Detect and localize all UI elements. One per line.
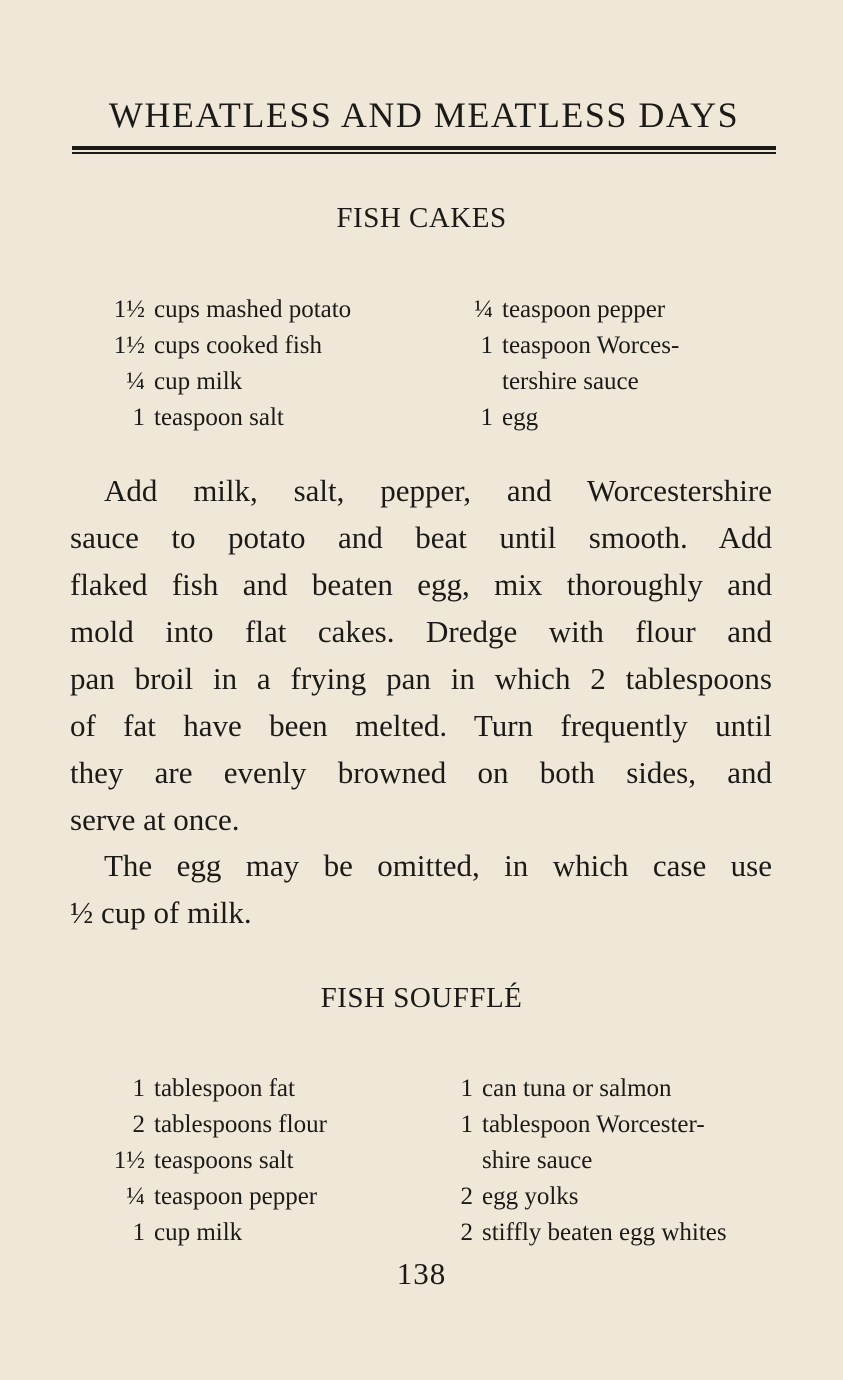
ingredient-qty: ¼	[126, 1183, 145, 1210]
text-line: mold into flat cakes. Dredge with flour and	[70, 614, 772, 649]
fish-cakes-directions	[70, 467, 772, 843]
fish-cakes-ingredients-left	[92, 292, 432, 436]
text-line: ½ cup of milk.	[70, 895, 252, 930]
header-rule-thin	[72, 152, 776, 154]
running-head: WHEATLESS AND MEATLESS DAYS	[108, 95, 740, 135]
fish-cakes-title: FISH CAKES	[336, 202, 507, 234]
ingredient-qty: 1	[132, 404, 145, 431]
ingredient-item: egg	[502, 404, 539, 431]
fish-cakes-note	[70, 842, 772, 936]
ingredient-qty: 1	[480, 332, 493, 359]
text-line: sauce to potato and beat until smooth. Add	[70, 520, 772, 555]
ingredient-row	[420, 1215, 780, 1251]
ingredient-row	[440, 292, 770, 328]
ingredient-item: teaspoon pepper	[154, 1183, 318, 1210]
header-rule-thick	[72, 146, 776, 150]
ingredient-qty: 1½	[113, 332, 145, 359]
ingredient-row	[92, 364, 432, 400]
ingredient-item: teaspoons salt	[154, 1147, 294, 1174]
ingredient-item: teaspoon Worces-	[502, 332, 680, 359]
ingredient-item: shire sauce	[482, 1147, 593, 1174]
text-line: serve at once.	[70, 802, 240, 837]
ingredient-qty: 1	[460, 1075, 473, 1102]
text-line: they are evenly browned on both sides, and	[70, 755, 772, 790]
ingredient-item: cups mashed potato	[154, 296, 352, 323]
page-number: 138	[396, 1256, 447, 1291]
ingredient-qty: ¼	[126, 368, 145, 395]
ingredient-item: egg yolks	[482, 1183, 579, 1210]
ingredient-item: tershire sauce	[502, 368, 639, 395]
ingredient-item: cups cooked fish	[154, 332, 323, 359]
ingredient-qty: 1	[132, 1075, 145, 1102]
ingredient-item: tablespoon Worcester-	[482, 1111, 705, 1138]
text-line: of fat have been melted. Turn frequently until	[70, 708, 772, 743]
ingredient-item: can tuna or salmon	[482, 1075, 672, 1102]
ingredient-qty: 1½	[113, 1147, 145, 1174]
fish-souffle-ingredients-left	[92, 1071, 432, 1251]
ingredient-qty: 1½	[113, 296, 145, 323]
text-line: pan broil in a frying pan in which 2 tablespoons	[70, 661, 772, 696]
ingredient-item: stiffly beaten egg whites	[482, 1219, 727, 1246]
text-line: flaked fish and beaten egg, mix thoroughly and	[70, 567, 772, 602]
ingredient-row	[92, 1143, 432, 1179]
ingredient-row	[92, 1179, 432, 1215]
ingredient-qty: 2	[132, 1111, 145, 1138]
ingredient-qty: 2	[460, 1219, 473, 1246]
fish-souffle-title: FISH SOUFFLÉ	[320, 982, 523, 1014]
ingredient-qty: 1	[132, 1219, 145, 1246]
ingredient-qty: ¼	[474, 296, 493, 323]
text-line: The egg may be omitted, in which case use	[104, 848, 772, 883]
ingredient-row	[92, 1107, 432, 1143]
ingredient-item: tablespoons flour	[154, 1111, 327, 1138]
text-line: Add milk, salt, pepper, and Worcestershire	[104, 473, 772, 508]
ingredient-qty: 2	[460, 1183, 473, 1210]
ingredient-row	[92, 328, 432, 364]
ingredient-row	[92, 292, 432, 328]
ingredient-item: cup milk	[154, 368, 243, 395]
ingredient-item: teaspoon pepper	[502, 296, 666, 323]
ingredient-item: teaspoon salt	[154, 404, 284, 431]
ingredient-row	[440, 328, 770, 364]
ingredient-row	[92, 1071, 432, 1107]
ingredient-row	[440, 400, 770, 436]
ingredient-row	[420, 1107, 780, 1143]
fish-cakes-ingredients-right	[440, 292, 770, 436]
ingredient-row	[440, 364, 770, 400]
ingredient-qty: 1	[460, 1111, 473, 1138]
ingredient-item: tablespoon fat	[154, 1075, 295, 1102]
ingredient-row	[420, 1071, 780, 1107]
ingredient-item: cup milk	[154, 1219, 243, 1246]
fish-souffle-ingredients-right	[420, 1071, 780, 1251]
ingredient-row	[420, 1179, 780, 1215]
ingredient-row	[420, 1143, 780, 1179]
ingredient-row	[92, 1215, 432, 1251]
ingredient-qty: 1	[480, 404, 493, 431]
ingredient-row	[92, 400, 432, 436]
